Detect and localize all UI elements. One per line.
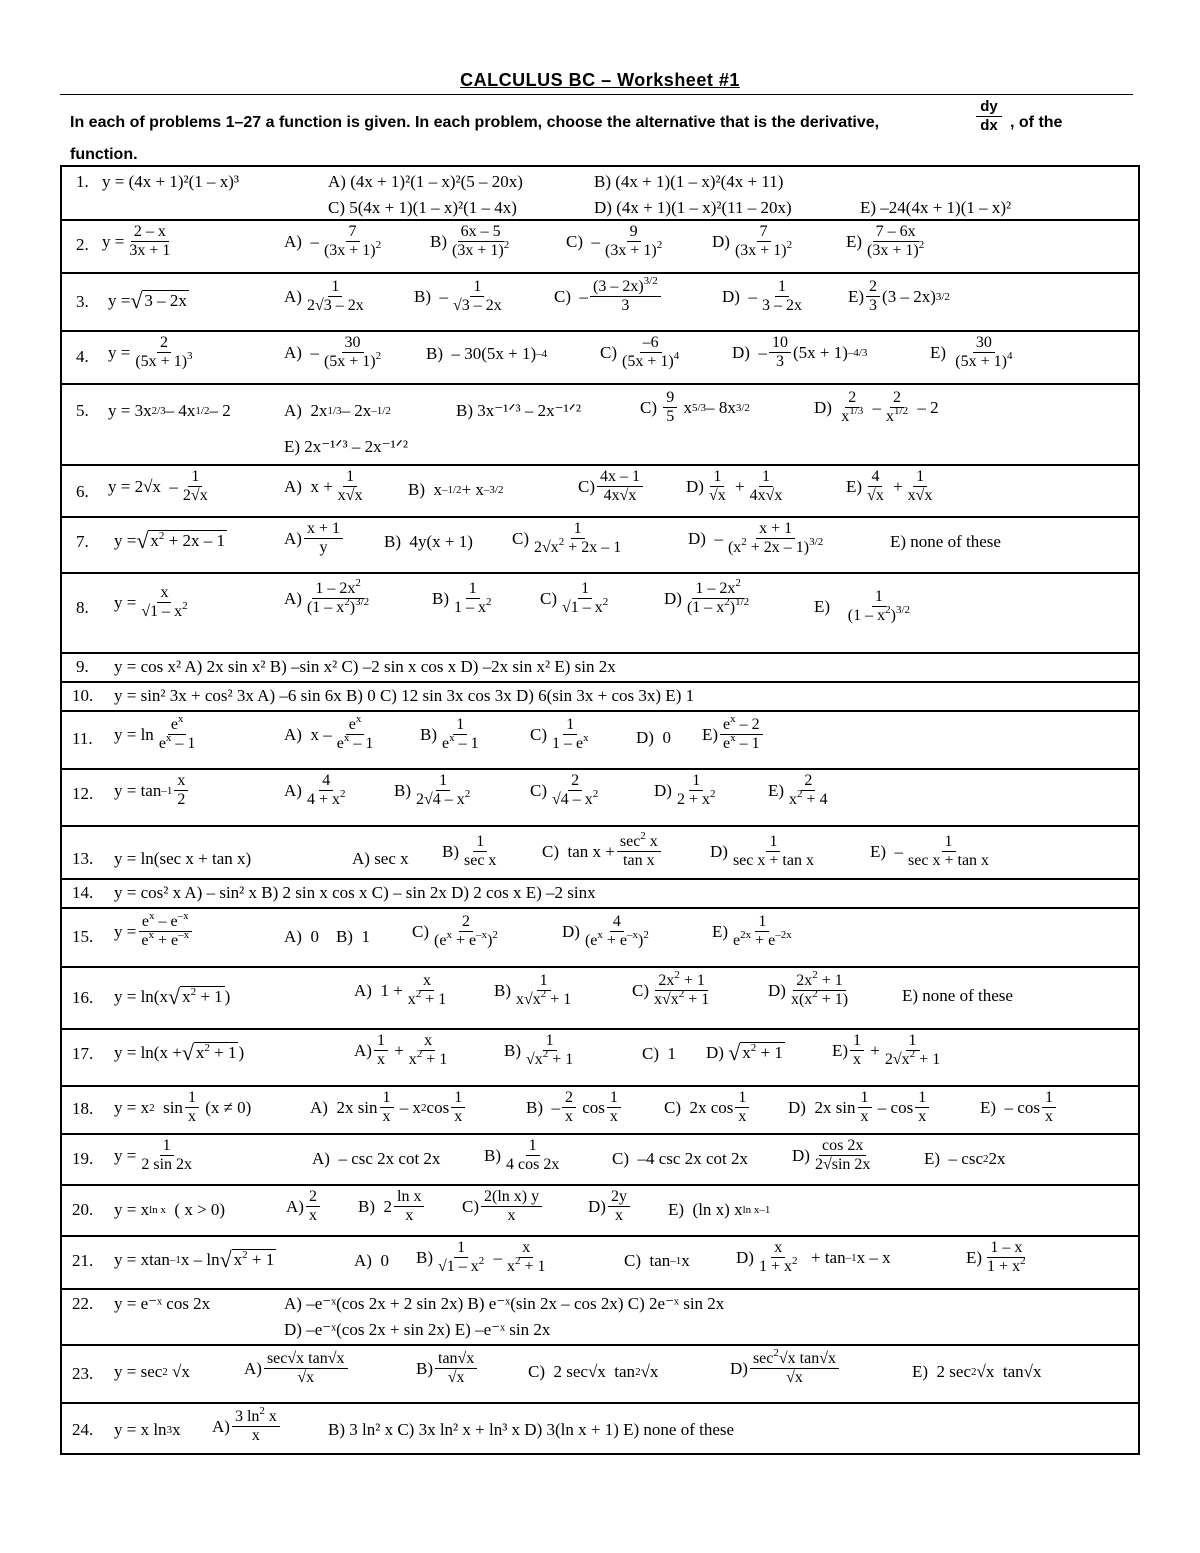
problem-9: 9. y = cos x² A) 2x sin x² B) –sin x² C) –2 sin x cos x D) –2x sin x² E) sin 2x xyxy=(76,657,616,676)
problem-14: 14. y = cos² x A) – sin² x B) 2 sin x cos x C) – sin 2x D) 2 cos x E) –2 sinx xyxy=(72,883,596,902)
problem-10: 10. y = sin² 3x + cos² 3x A) –6 sin 6x B) 0 C) 12 sin 3x cos 3x D) 6(sin 3x + cos 3x) E) 1 xyxy=(72,686,695,705)
problem-20: 20. y = x ln x ( x > 0) A) $\frac{2}{x}$ B) 2 $\frac{\text{ln x}}{x}$ C) $\frac{\text{2(ln x) y}}{x}$ D) $\frac{2y}{x}$ E) (ln x) x ln x–1 xyxy=(72,1188,771,1224)
title-rule xyxy=(60,94,1133,95)
problem-2: 2. y = $\frac{2 - x}{3x + 1}$ A) – $\frac{7}{(3x + 1)^2}$ B) $\frac{6x - 5}{(3x + 1)^2}$ C) – $\frac{9}{(3x + 1)^2}$ D) $\frac{7}{(3x + 1)^2}$ E) $\frac{7 - 6x}{(3x + 1)^2}$ xyxy=(76,223,925,259)
instructions-of-the: , of the xyxy=(1010,114,1063,131)
instructions-line-1: In each of problems 1–27 a function is given. In each problem, choose the alternative that is the derivative, xyxy=(70,114,880,131)
problem-5: 5. y = 3x 2/3 – 4x 1/2 – 2 A) 2x 1/3 – 2x –1/2 B) 3x⁻¹ᐟ³ – 2x⁻¹ᐟ² C) $\frac{9}{5}$ x 5/3 – 8x 3/2 D) $\frac{2}{x^{1/3}}$ – $\frac{2}{x^{1/2}}$ – 2 E) 2x⁻¹ᐟ³ – 2x⁻¹ᐟ² xyxy=(76,389,939,456)
problem-15: 15. y = $\frac{e^x - e^{-x}}{e^x + e^{-x}}$ A) 0 B) 1 C) $\frac{2}{(e^x + e^{-x})^2}$ D) $\frac{4}{(e^x + e^{-x})^2}$ E) $\frac{1}{e^{2x} + e^{-2x}}$ xyxy=(72,910,792,949)
problem-11: 11. y = ln $\frac{e^x}{e^x - 1}$ A) x – $\frac{e^x}{e^x - 1}$ B) $\frac{1}{e^x - 1}$ C) $\frac{1}{1 - e^x}$ D) 0 E) $\frac{e^x - 2}{e^x - 1}$ xyxy=(62,712,1138,768)
problem-7: 7. y = √ $x^2 + 2x - 1$ A) $\frac{x + 1}{y}$ B) 4y(x + 1) C) $\frac{1}{2√x^2 + 2x - 1}$ D) – $\frac{x + 1}{(x^2 + 2x - 1)^{3/2}}$ E) none of these xyxy=(76,520,1001,556)
problem-23: 23. y = sec 2 √x A) $\frac{\text{sec√x tan√x}}{√x}$ B) $\frac{\tan√x}{√x}$ C) 2 sec√x tan 2 √x D) $\frac{\sec^2√x \tan√x}{√x}$ E) 2 sec 2 √x tan√x xyxy=(72,1347,1042,1386)
problem-3: 3. y = √ 3 – 2x A) $\frac{1}{2√3 - 2x}$ B) – $\frac{1}{√3 - 2x}$ C) – $\frac{(3 - 2x)^{3/2}}{3}$ D) – $\frac{1}{3 - 2x}$ E) $\frac{2}{3}$ (3 – 2x) 3/2 xyxy=(76,275,950,314)
problem-6: 6. y = 2√x – $\frac{1}{2√x}$ A) x + $\frac{1}{x√x}$ B) x –1/2 + x –3/2 C) $\frac{4x - 1}{4x√x}$ D) $\frac{1}{√x}$ + $\frac{1}{4x√x}$ E) $\frac{4}{√x}$ + $\frac{1}{x√x}$ xyxy=(76,468,933,504)
problem-4: 4. y = $\frac{2}{(5x + 1)^3}$ A) – $\frac{30}{(5x + 1)^2}$ B) – 30(5x + 1) –4 C) $\frac{-6}{(5x + 1)^4}$ D) – $\frac{10}{3}$ (5x + 1) –4/3 E) $\frac{30}{(5x + 1)^4}$ xyxy=(76,334,1013,370)
problem-8: 8. y = $\frac{x}{√1 - x^2}$ A) $\frac{1 - 2x^2}{(1 - x^2)^{3/2}}$ B) $\frac{1}{1 - x^2}$ C) $\frac{1}{√1 - x^2}$ D) $\frac{1 - 2x^2}{(1 - x^2)^{1/2}}$ E) $\frac{1}{(1 - x^2)^{3/2}}$ xyxy=(76,577,911,624)
worksheet-title: CALCULUS BC – Worksheet #1 xyxy=(460,70,740,90)
problem-1: 1. y = (4x + 1)²(1 – x)³ A) (4x + 1)²(1 – x)²(5 – 20x) B) (4x + 1)(1 – x)²(4x + 11) C) 5(4x + 1)(1 – x)²(1 – 4x) D) (4x + 1)(1 – x)²(11 – 20x) E) –24(4x + 1)(1 – x)² xyxy=(76,172,1012,217)
problem-24: 24. y = x ln 3 x A) $\frac{3 \ln^2 x}{x}$ B) 3 ln² x C) 3x ln² x + ln³ x D) 3(ln x + 1) E) none of these xyxy=(72,1405,735,1444)
problems-table xyxy=(60,165,1140,1455)
instructions-line-2: function. xyxy=(70,146,138,163)
problem-22: 22. y = e⁻ˣ cos 2x A) –e⁻ˣ(cos 2x + 2 sin 2x) B) e⁻ˣ(sin 2x – cos 2x) C) 2e⁻ˣ sin 2x D) –e⁻ˣ(cos 2x + sin 2x) E) –e⁻ˣ sin 2x xyxy=(72,1294,725,1339)
problem-16: 16. y = ln(x √ $x^2 + 1$ ) A) 1 + $\frac{x}{x^2 + 1}$ B) $\frac{1}{x√x^2 + 1}$ C) $\frac{2x^2 + 1}{x√x^2 + 1}$ D) $\frac{2x^2 + 1}{x(x^2 + 1)}$ E) none of these xyxy=(72,969,1013,1009)
problem-12: 12. y = tan –1 $\frac{x}{2}$ A) $\frac{4}{4 + x^2}$ B) $\frac{1}{2√4 - x^2}$ C) $\frac{2}{√4 - x^2}$ D) $\frac{1}{2 + x^2}$ E) $\frac{2}{x^2 + 4}$ xyxy=(72,772,828,808)
dydx-fraction: dy dx xyxy=(976,98,1002,135)
problem-13: 13. y = ln(sec x + tan x) A) sec x B) $\frac{1}{\text{sec x}}$ C) tan x + $\frac{\sec^2 x}{\text{tan x}}$ D) $\frac{1}{\text{sec x + tan x}}$ E) – $\frac{1}{\text{sec x + tan x}}$ xyxy=(72,830,990,869)
problem-17: 17. y = ln(x + √ $x^2 + 1$ ) A) $\frac{1}{x}$ + $\frac{x}{x^2 + 1}$ B) $\frac{1}{√x^2 + 1}$ C) 1 D) √ $x^2 + 1$ E) $\frac{1}{x}$ + $\frac{1}{2√x^2 + 1}$ xyxy=(72,1032,941,1068)
problem-19: 19. y = $\frac{1}{2 \sin 2x}$ A) – csc 2x cot 2x B) $\frac{1}{4 \cos 2x}$ C) –4 csc 2x cot 2x D) $\frac{\cos 2x}{2√\sin 2x}$ E) – csc 2 2x xyxy=(72,1137,1006,1173)
problem-18: 18. y = x 2 sin $\frac{1}{x}$ (x ≠ 0) A) 2x sin $\frac{1}{x}$ – x 2 cos $\frac{1}{x}$ B) – $\frac{2}{x}$ cos $\frac{1}{x}$ C) 2x cos $\frac{1}{x}$ D) 2x sin $\frac{1}{x}$ – cos $\frac{1}{x}$ E) – cos $\frac{1}{x}$ xyxy=(62,1087,1138,1133)
problem-21: 21. y = xtan –1 x – ln √ $x^2 + 1$ A) 0 B) $\frac{1}{√1 - x^2}$ – $\frac{x}{x^2 + 1}$ C) tan –1 x D) $\frac{x}{1 + x^2}$ + tan –1 x – x E) $\frac{1 - x}{1 + x^2}$ xyxy=(72,1239,1026,1275)
